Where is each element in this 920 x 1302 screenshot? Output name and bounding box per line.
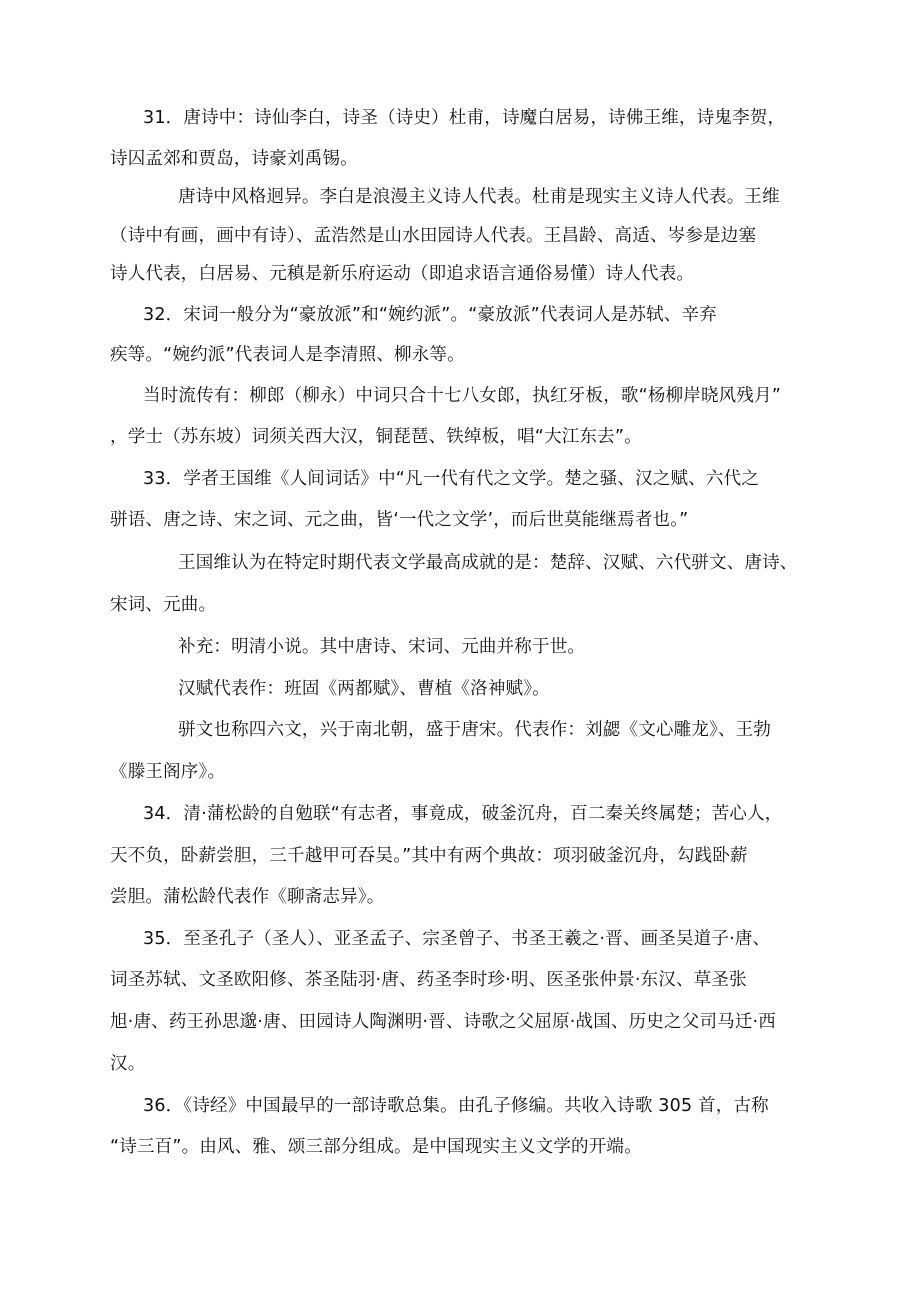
text-line: ，学士（苏东坡）词须关西大汉，铜琵琶、铁绰板，唱“大江东去”。 (110, 427, 642, 447)
text-line: 36．《诗经》中国最早的一部诗歌总集。由孔子修编。共收入诗歌 305 首，古称 (143, 1096, 769, 1116)
text-line: 王国维认为在特定时期代表文学最高成就的是：楚辞、汉赋、六代骈文、唐诗、 (178, 553, 798, 573)
text-line: 诗人代表，白居易、元稹是新乐府运动（即追求语言通俗易懂）诗人代表。 (110, 264, 695, 284)
text-line: 汉赋代表作：班固《两都赋》、曹植《洛神赋》。 (178, 679, 550, 699)
text-line: 唐诗中风格迥异。李白是浪漫主义诗人代表。杜甫是现实主义诗人代表。王维 (178, 187, 780, 207)
text-line: 诗囚孟郊和贾岛，诗豪刘禹锡。 (110, 149, 358, 169)
text-line: 骈文也称四六文，兴于南北朝，盛于唐宋。代表作：刘勰《文心雕龙》、王勃 (178, 720, 772, 740)
text-line: 词圣苏轼、文圣欧阳修、茶圣陆羽·唐、药圣李时珍·明、医圣张仲景·东汉、草圣张 (110, 970, 747, 990)
text-line: 补充：明清小说。其中唐诗、宋词、元曲并称于世。 (178, 637, 586, 657)
text-line: 宋词、元曲。 (110, 595, 217, 615)
text-line: 32．宋词一般分为“豪放派”和“婉约派”。“豪放派”代表词人是苏轼、辛弃 (143, 305, 717, 325)
text-line: 35．至圣孔子（圣人）、亚圣孟子、宗圣曾子、书圣王羲之·晋、画圣吴道子·唐、 (143, 929, 771, 949)
text-line: 当时流传有：柳郎（柳永）中词只合十七八女郎，执红牙板，歌“杨柳岸晓风残月” (143, 386, 782, 406)
text-line: “诗三百”。由风、雅、颂三部分组成。是中国现实主义文学的开端。 (110, 1137, 642, 1157)
text-line: 33．学者王国维《人间词话》中“凡一代有代之文学。楚之骚、汉之赋、六代之 (143, 469, 760, 489)
text-line: 汉。 (110, 1054, 146, 1074)
text-line: 疾等。“婉约派”代表词人是李清照、柳永等。 (110, 345, 465, 365)
text-line: 31．唐诗中：诗仙李白，诗圣（诗史）杜甫，诗魔白居易，诗佛王维，诗鬼李贺， (143, 108, 786, 128)
text-line: 尝胆。蒲松龄代表作《聊斋志异》。 (110, 887, 385, 907)
text-line: 旭·唐、药王孙思邈·唐、田园诗人陶渊明·晋、诗歌之父屈原·战国、历史之父司马迁·西 (110, 1012, 777, 1032)
text-line: （诗中有画，画中有诗）、孟浩然是山水田园诗人代表。王昌龄、高适、岑参是边塞 (110, 226, 757, 246)
text-line: 34．清·蒲松龄的自勉联“有志者，事竟成，破釜沉舟，百二秦关终属楚；苦心人， (143, 804, 783, 824)
text-line: 《滕王阁序》。 (110, 762, 226, 782)
text-line: 骈语、唐之诗、宋之词、元之曲，皆‘一代之文学’，而后世莫能继焉者也。” (110, 510, 689, 530)
text-line: 天不负，卧薪尝胆，三千越甲可吞吴。”其中有两个典故：项羽破釜沉舟，勾践卧薪 (110, 846, 748, 866)
